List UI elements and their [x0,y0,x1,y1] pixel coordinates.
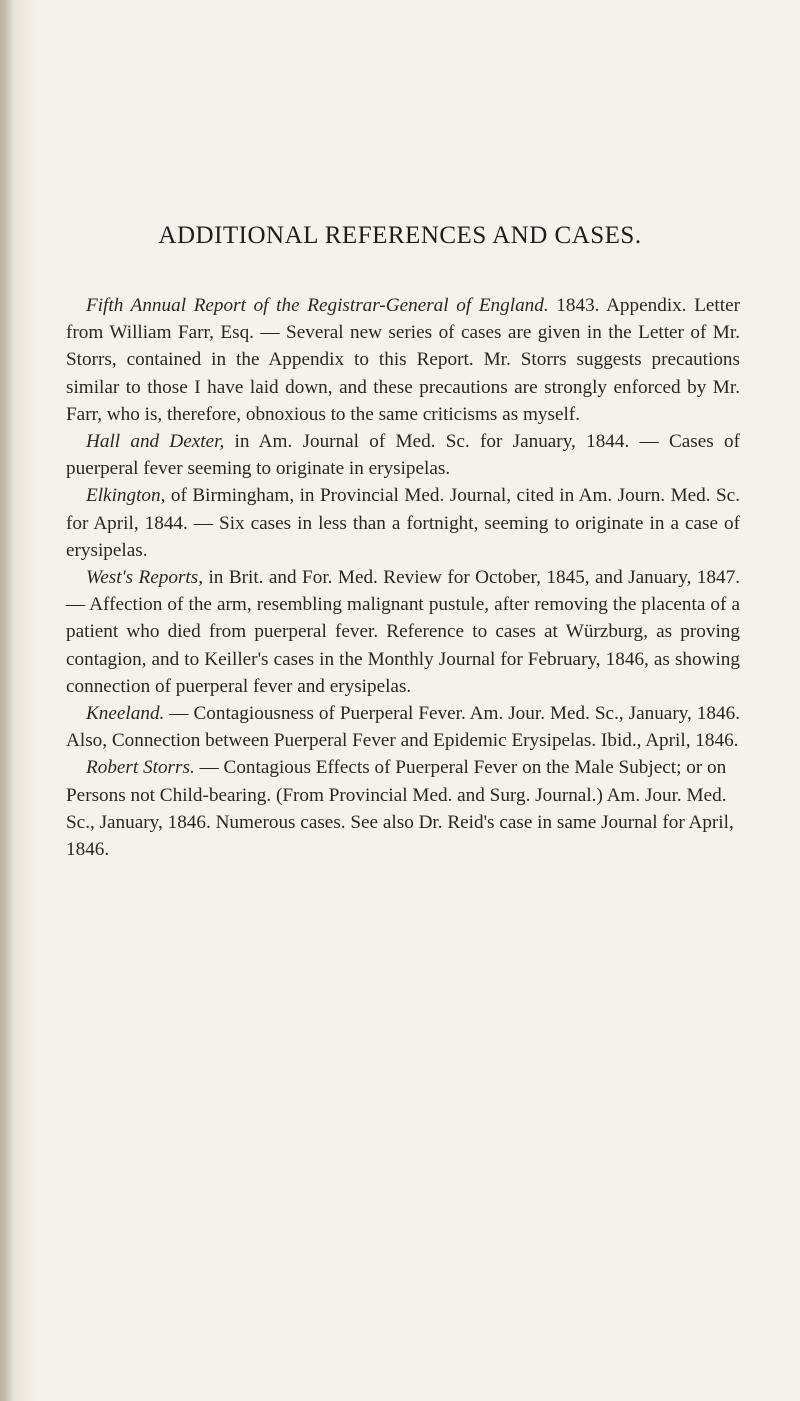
reference-title: Fifth Annual Report of the Registrar-General of England. [86,295,549,316]
reference-text: of Birmingham, in Provincial Med. Journal, cited in Am. Journ. Med. Sc. for April, 1844. — Six cases in less than a fortnight, seeming to originate in a case of erysipelas. [66,485,740,561]
references-list [66,292,740,863]
reference-entry-west [66,564,740,700]
reference-entry-kneeland [66,700,740,754]
reference-title: Elkington, [86,485,166,507]
reference-title: Hall and Dexter, [86,431,225,453]
reference-title: Kneeland. [86,703,165,725]
reference-entry-elkington [66,482,740,564]
page-gutter-shadow [0,0,14,1401]
reference-entry-hall-dexter [66,428,740,482]
reference-text: in Brit. and For. Med. Review for October, 1845, and January, 1847. — Affection of the arm, resembling malignant pustule, after removing the placenta of a patient who died from puerperal fever. Reference to cases at Würzburg, as proving contagion, and to Keiller's cases in the Monthly Journal for February, 1846, as showing connection of puerperal fever and erysipelas. [66,567,740,697]
reference-entry-registrar-general [66,292,740,428]
reference-title: West's Reports, [86,567,204,589]
reference-text: — Contagious Effects of Puerperal Fever on the Male Subject; or on Persons not Child-bearing. (From Provincial Med. and Surg. Journal.) Am. Jour. Med. Sc., January, 1846. Numerous cases. See also Dr. Reid's case in same Journal for April, 1846. [66,757,734,861]
reference-text: 1843. Appendix. Letter from William Farr, Esq. — Several new series of cases are given in the Letter of Mr. Storrs, contained in the Appendix to this Report. Mr. Storrs suggests precautions similar to those I have laid down, and these precautions are strongly enforced by Mr. Farr, who is, therefore, obnoxious to the same criticisms as myself. [66,295,740,425]
reference-entry-storrs [66,754,740,863]
reference-text: — Contagiousness of Puerperal Fever. Am. Jour. Med. Sc., January, 1846. Also, Connection between Puerperal Fever and Epidemic Erysipelas. Ibid., April, 1846. [66,703,740,752]
reference-text: in Am. Journal of Med. Sc. for January, 1844. — Cases of puerperal fever seeming to originate in erysipelas. [66,431,740,480]
reference-title: Robert Storrs. [86,757,195,779]
page-heading: ADDITIONAL REFERENCES AND CASES. [158,222,642,249]
